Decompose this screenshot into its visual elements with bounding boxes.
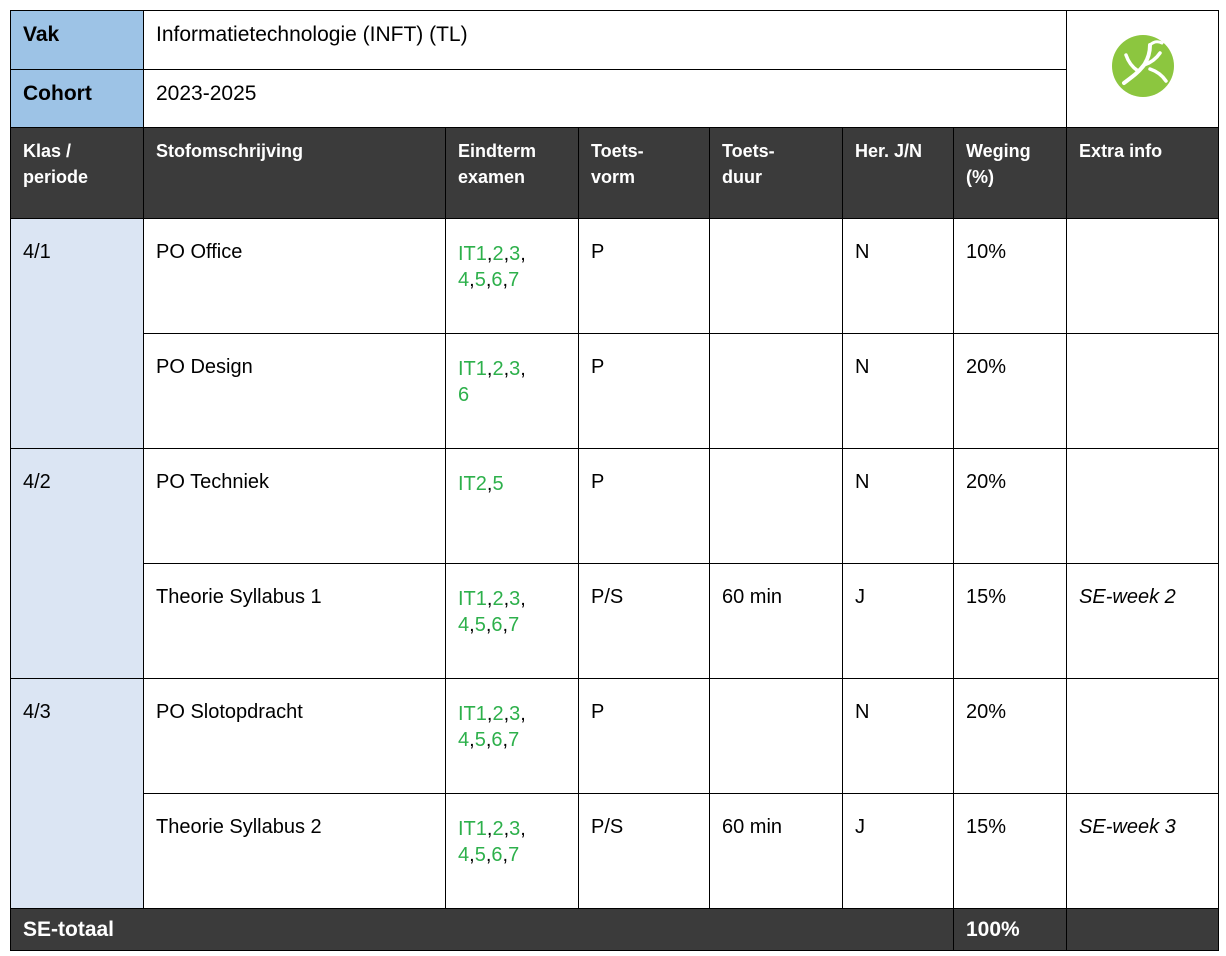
her-cell: N <box>843 334 954 449</box>
eindterm-code: 4 <box>458 269 470 291</box>
eindterm-code: 4 <box>458 614 470 636</box>
her-cell: N <box>843 679 954 794</box>
eindterm-code: 3 <box>509 588 521 610</box>
eindterm-code: IT1 <box>458 588 487 610</box>
her-cell: J <box>843 794 954 909</box>
eindterm-separator: , <box>485 614 492 636</box>
eindterm-separator: , <box>520 703 526 725</box>
her-cell: N <box>843 449 954 564</box>
eindterm-separator: , <box>502 269 509 291</box>
eindterm-code: 5 <box>474 729 486 751</box>
table-row <box>11 449 1219 564</box>
eindterm-code: 7 <box>508 614 520 636</box>
total-label: SE-totaal <box>11 909 954 951</box>
weging-cell: 20% <box>954 679 1067 794</box>
extra-cell: SE-week 3 <box>1067 794 1219 909</box>
eindterm-line <box>458 356 578 382</box>
stof-cell: PO Design <box>144 334 446 449</box>
eindterm-separator: , <box>469 844 475 866</box>
eindterm-separator: , <box>486 243 493 265</box>
eindterm-code: 5 <box>474 614 486 636</box>
toetsduur-cell: 60 min <box>710 794 843 909</box>
logo-cell <box>1067 11 1219 128</box>
period-cell: 4/1 <box>11 219 144 449</box>
eindterm-separator: , <box>520 588 526 610</box>
eindterm-separator: , <box>486 703 493 725</box>
eindterm-code: 6 <box>491 844 503 866</box>
header-her: Her. J/N <box>843 128 954 219</box>
total-value: 100% <box>954 909 1067 951</box>
eindterm-code: 5 <box>492 473 504 495</box>
toetsvorm-cell: P <box>579 219 710 334</box>
eindterm-code: 3 <box>509 243 521 265</box>
toetsduur-cell <box>710 449 843 564</box>
eindterm-code: 4 <box>458 729 470 751</box>
header-extra: Extra info <box>1067 128 1219 219</box>
eindterm-line <box>458 842 578 868</box>
eindterm-separator: , <box>520 243 526 265</box>
her-cell: J <box>843 564 954 679</box>
eindterm-code: 2 <box>492 588 504 610</box>
weging-cell: 15% <box>954 564 1067 679</box>
eindterm-separator: , <box>485 269 492 291</box>
eindterm-code: 3 <box>509 818 521 840</box>
eindterm-code: 3 <box>509 703 521 725</box>
eindterm-line <box>458 816 578 842</box>
table-row <box>11 564 1219 679</box>
toetsvorm-cell: P/S <box>579 794 710 909</box>
eindterm-line <box>458 471 578 497</box>
stof-cell: PO Slotopdracht <box>144 679 446 794</box>
weging-cell: 20% <box>954 449 1067 564</box>
toetsvorm-cell: P <box>579 679 710 794</box>
eindterm-code: 5 <box>474 844 486 866</box>
total-empty <box>1067 909 1219 951</box>
extra-cell <box>1067 679 1219 794</box>
toetsvorm-cell: P <box>579 334 710 449</box>
eindterm-cell <box>446 564 579 679</box>
eindterm-separator: , <box>503 588 510 610</box>
eindterm-code: 5 <box>474 269 486 291</box>
header-weging: Weging (%) <box>954 128 1067 219</box>
eindterm-cell <box>446 794 579 909</box>
eindterm-code: IT1 <box>458 703 487 725</box>
eindterm-line <box>458 382 578 408</box>
eindterm-separator: , <box>503 358 510 380</box>
eindterm-separator: , <box>520 358 526 380</box>
eindterm-code: 6 <box>458 384 470 406</box>
cohort-label: Cohort <box>11 70 144 128</box>
eindterm-separator: , <box>485 844 492 866</box>
eindterm-code: 4 <box>458 844 470 866</box>
table-row <box>11 794 1219 909</box>
period-cell: 4/3 <box>11 679 144 909</box>
her-cell: N <box>843 219 954 334</box>
weging-cell: 15% <box>954 794 1067 909</box>
eindterm-line <box>458 267 578 293</box>
header-eindterm: Eindterm examen <box>446 128 579 219</box>
eindterm-separator: , <box>502 614 509 636</box>
eindterm-separator: , <box>503 243 510 265</box>
eindterm-separator: , <box>486 473 493 495</box>
eindterm-code: IT2 <box>458 473 487 495</box>
eindterm-code: IT1 <box>458 243 487 265</box>
eindterm-separator: , <box>469 269 475 291</box>
eindterm-code: 2 <box>492 703 504 725</box>
extra-cell: SE-week 2 <box>1067 564 1219 679</box>
stof-cell: Theorie Syllabus 2 <box>144 794 446 909</box>
eindterm-code: 7 <box>508 844 520 866</box>
eindterm-code: IT1 <box>458 818 487 840</box>
toetsduur-cell <box>710 679 843 794</box>
pta-table <box>10 10 1219 951</box>
eindterm-code: 2 <box>492 818 504 840</box>
toetsduur-cell: 60 min <box>710 564 843 679</box>
eindterm-cell <box>446 679 579 794</box>
eindterm-code: 2 <box>492 358 504 380</box>
eindterm-separator: , <box>469 614 475 636</box>
eindterm-code: 6 <box>491 269 503 291</box>
table-row <box>11 219 1219 334</box>
toetsduur-cell <box>710 219 843 334</box>
tree-leaf-logo-icon <box>1110 33 1176 99</box>
eindterm-separator: , <box>485 729 492 751</box>
weging-cell: 20% <box>954 334 1067 449</box>
header-klas: Klas / periode <box>11 128 144 219</box>
eindterm-line <box>458 586 578 612</box>
eindterm-cell <box>446 219 579 334</box>
eindterm-code: 6 <box>491 729 503 751</box>
vak-value: Informatietechnologie (INFT) (TL) <box>144 11 1067 70</box>
eindterm-separator: , <box>503 818 510 840</box>
eindterm-line <box>458 727 578 753</box>
stof-cell: PO Office <box>144 219 446 334</box>
cohort-value: 2023-2025 <box>144 70 1067 128</box>
eindterm-separator: , <box>486 588 493 610</box>
header-stof: Stofomschrijving <box>144 128 446 219</box>
eindterm-code: 3 <box>509 358 521 380</box>
eindterm-cell <box>446 334 579 449</box>
eindterm-line <box>458 612 578 638</box>
toetsvorm-cell: P/S <box>579 564 710 679</box>
total-row <box>11 909 1219 951</box>
stof-cell: Theorie Syllabus 1 <box>144 564 446 679</box>
eindterm-code: 7 <box>508 269 520 291</box>
eindterm-separator: , <box>469 729 475 751</box>
eindterm-code: IT1 <box>458 358 487 380</box>
period-cell: 4/2 <box>11 449 144 679</box>
eindterm-separator: , <box>502 844 509 866</box>
table-row <box>11 334 1219 449</box>
header-toetsduur: Toets- duur <box>710 128 843 219</box>
eindterm-separator: , <box>486 818 493 840</box>
eindterm-code: 2 <box>492 243 504 265</box>
stof-cell: PO Techniek <box>144 449 446 564</box>
vak-label: Vak <box>11 11 144 70</box>
extra-cell <box>1067 334 1219 449</box>
toetsvorm-cell: P <box>579 449 710 564</box>
eindterm-line <box>458 241 578 267</box>
weging-cell: 10% <box>954 219 1067 334</box>
eindterm-separator: , <box>486 358 493 380</box>
extra-cell <box>1067 219 1219 334</box>
eindterm-separator: , <box>520 818 526 840</box>
table-row <box>11 679 1219 794</box>
eindterm-code: 7 <box>508 729 520 751</box>
toetsduur-cell <box>710 334 843 449</box>
extra-cell <box>1067 449 1219 564</box>
header-row <box>11 128 1219 219</box>
eindterm-separator: , <box>503 703 510 725</box>
eindterm-line <box>458 701 578 727</box>
header-toetsvorm: Toets- vorm <box>579 128 710 219</box>
eindterm-code: 6 <box>491 614 503 636</box>
eindterm-cell <box>446 449 579 564</box>
eindterm-separator: , <box>502 729 509 751</box>
